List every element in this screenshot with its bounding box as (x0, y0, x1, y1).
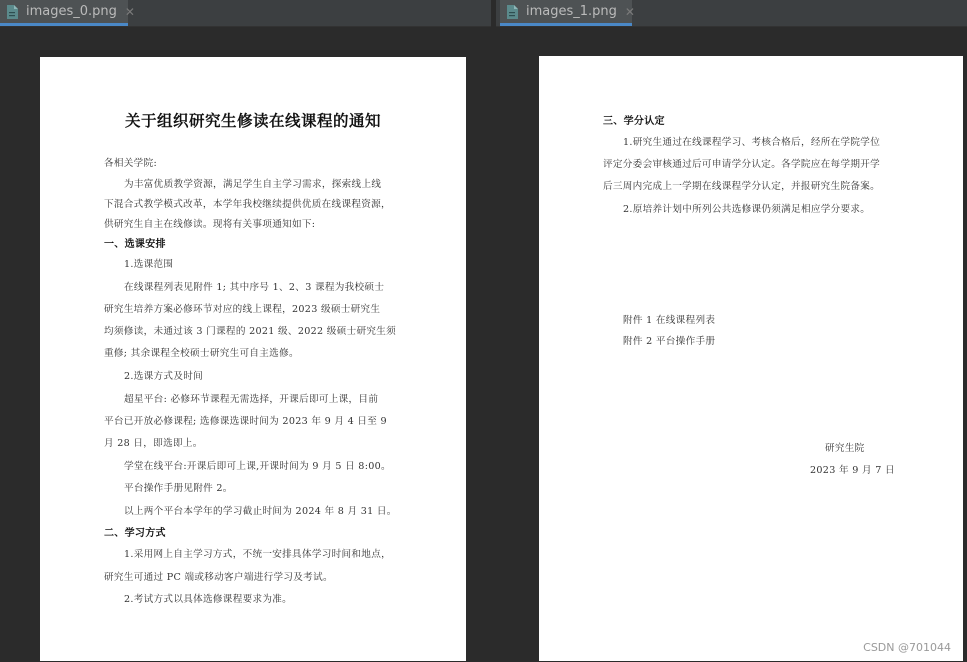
image-file-icon (6, 5, 18, 19)
salutation: 各相关学院: (104, 158, 158, 169)
image-file-icon (506, 5, 518, 19)
paragraph-line: 以上两个平台本学年的学习截止时间为 2024 年 8 月 31 日。 (124, 506, 397, 517)
paragraph-line: 研究生培养方案必修环节对应的线上课程，2023 级硕士研究生 (104, 304, 381, 315)
watermark: CSDN @701044 (863, 641, 951, 654)
paragraph-line: 评定分委会审核通过后可申请学分认定。各学院应在每学期开学 (603, 159, 881, 170)
attachment-item: 附件 1 在线课程列表 (623, 315, 716, 326)
document-title: 关于组织研究生修读在线课程的通知 (124, 111, 381, 130)
paragraph-line: 后三周内完成上一学期在线课程学分认定，并报研究生院备案。 (603, 181, 881, 192)
paragraph-line: 均须修读，未通过该 3 门课程的 2021 级、2022 级硕士研究生须 (104, 326, 397, 337)
intro-line: 供研究生自主在线修读。现将有关事项通知如下: (104, 219, 316, 230)
tab-bar-left (0, 0, 491, 27)
section-heading: 三、学分认定 (603, 116, 665, 127)
paragraph-line: 平台操作手册见附件 2。 (124, 483, 233, 494)
tab-label: images_1.png (526, 4, 617, 19)
tab-images-1[interactable] (500, 0, 635, 26)
close-icon[interactable]: ✕ (624, 4, 635, 19)
paragraph-line: 月 28 日，即选即上。 (104, 438, 203, 449)
tab-bar-right (496, 0, 967, 27)
tab-label: images_0.png (26, 4, 117, 19)
paragraph-line: 研究生可通过 PC 端或移动客户端进行学习及考试。 (104, 572, 333, 583)
image-viewer-left[interactable] (0, 27, 491, 662)
paragraph-line: 1.研究生通过在线课程学习、考核合格后，经所在学院学位 (623, 137, 881, 148)
paragraph-line: 重修; 其余课程全校硕士研究生可自主选修。 (104, 348, 299, 359)
paragraph-line: 2.原培养计划中所列公共选修课仍须满足相应学分要求。 (623, 204, 871, 215)
editor-pane-right (496, 0, 967, 662)
close-icon[interactable]: ✕ (124, 4, 135, 19)
intro-line: 下混合式教学模式改革，本学年我校继续提供优质在线课程资源， (104, 199, 391, 210)
signature-org: 研究生院 (825, 443, 865, 454)
intro-line: 为丰富优质教学资源，满足学生自主学习需求，探索线上线 (124, 179, 382, 190)
document-page-1 (40, 57, 466, 661)
image-viewer-right[interactable] (496, 27, 967, 662)
tab-images-0[interactable] (0, 0, 135, 26)
document-page-2 (539, 56, 963, 661)
section-heading: 一、选课安排 (104, 239, 166, 250)
paragraph-line: 在线课程列表见附件 1; 其中序号 1、2、3 课程为我校硕士 (124, 282, 385, 293)
paragraph-line: 2.考试方式以具体选修课程要求为准。 (124, 594, 293, 605)
subsection-heading: 2.选课方式及时间 (124, 371, 204, 382)
paragraph-line: 1.采用网上自主学习方式，不统一安排具体学习时间和地点， (124, 549, 391, 560)
subsection-heading: 1.选课范围 (124, 259, 174, 270)
signature-date: 2023 年 9 月 7 日 (810, 465, 895, 476)
paragraph-line: 超星平台: 必修环节课程无需选择，开课后即可上课，目前 (124, 394, 379, 405)
section-heading: 二、学习方式 (104, 528, 166, 539)
paragraph-line: 平台已开放必修课程; 选修课选课时间为 2023 年 9 月 4 日至 9 (104, 416, 387, 427)
attachment-item: 附件 2 平台操作手册 (623, 336, 716, 347)
paragraph-line: 学堂在线平台:开课后即可上课,开课时间为 9 月 5 日 8:00。 (124, 461, 391, 472)
